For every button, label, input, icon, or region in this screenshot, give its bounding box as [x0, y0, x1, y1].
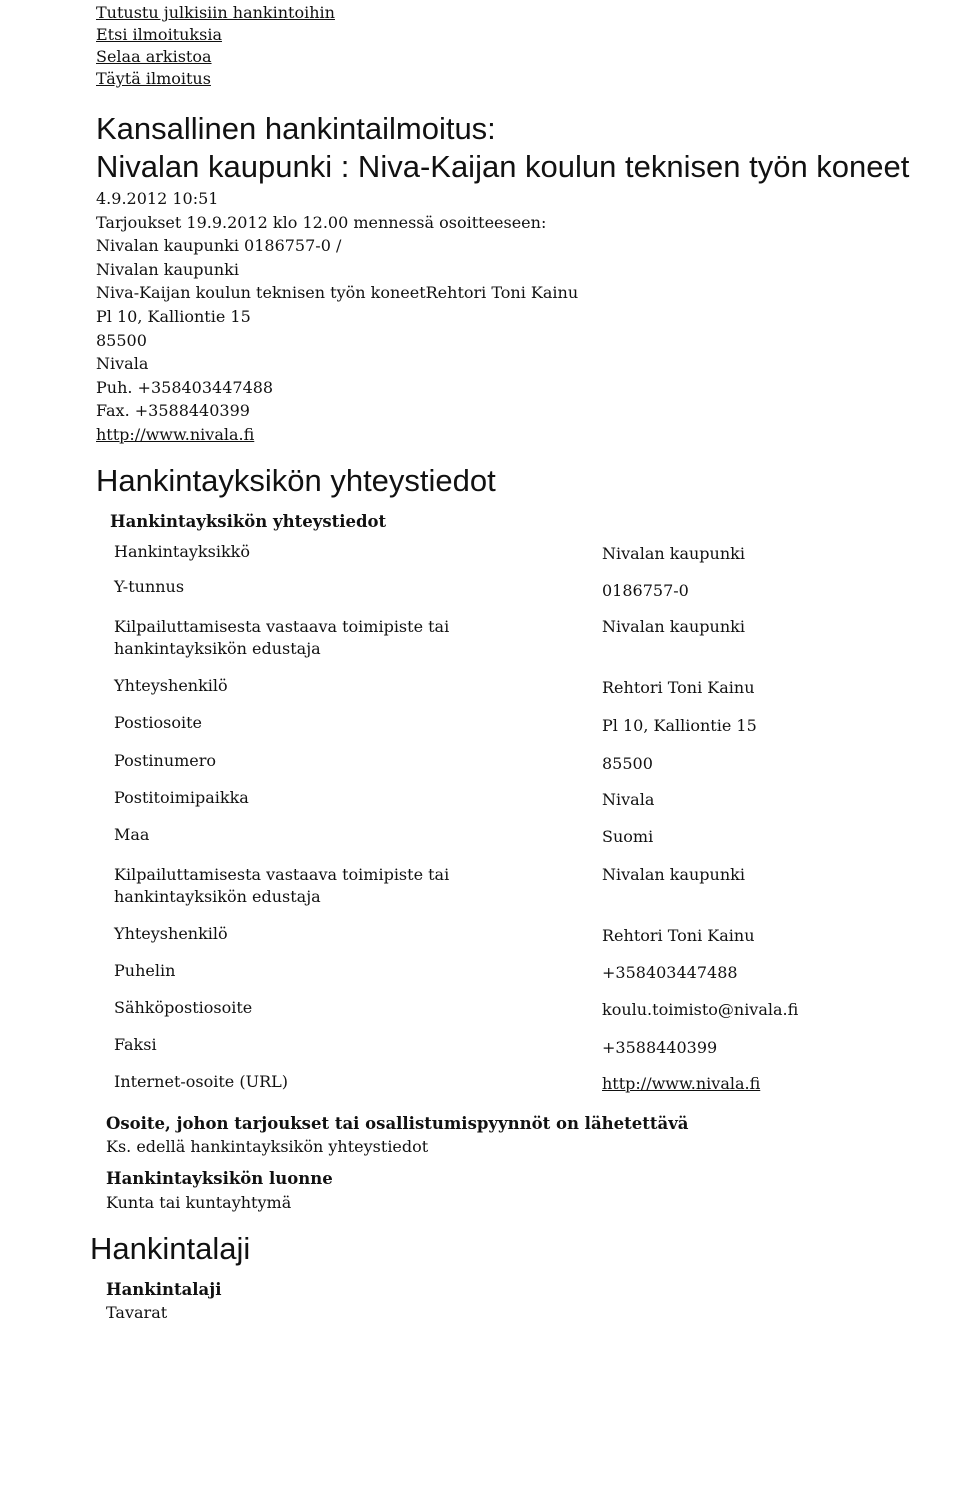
- url-link[interactable]: http://www.nivala.fi: [602, 1074, 761, 1093]
- nav-link-archive[interactable]: Selaa arkistoa: [96, 47, 212, 66]
- row-value: Pl 10, Kalliontie 15: [602, 716, 757, 735]
- row-label: Postinumero: [114, 751, 217, 770]
- row-label: Kilpailuttamisesta vastaava toimipiste tai hankintayksikön edustaja: [114, 865, 450, 906]
- nav-link-fill-notice[interactable]: Täytä ilmoitus: [96, 69, 211, 88]
- row-value: Rehtori Toni Kainu: [602, 678, 755, 697]
- nature-text: Kunta tai kuntayhtymä: [106, 1193, 292, 1212]
- row-value: +3588440399: [602, 1038, 718, 1057]
- offer-address-heading: Osoite, johon tarjoukset tai osallistumispyynnöt on lähetettävä: [106, 1114, 689, 1133]
- address-line: Nivalan kaupunki 0186757-0 /: [96, 236, 342, 256]
- deadline-text: Tarjoukset 19.9.2012 klo 12.00 mennessä osoitteeseen:: [96, 212, 547, 232]
- procurement-type-value: Tavarat: [106, 1303, 168, 1322]
- email-value: koulu.toimisto@nivala.fi: [602, 1000, 799, 1019]
- row-value: Nivala: [602, 790, 655, 809]
- row-value: 85500: [602, 754, 653, 773]
- top-navigation: [96, 2, 335, 90]
- row-label: Yhteyshenkilö: [114, 924, 228, 943]
- procurement-type-subheading: Hankintalaji: [106, 1280, 222, 1299]
- address-line: Nivalan kaupunki: [96, 259, 239, 279]
- row-value: Nivalan kaupunki: [602, 617, 745, 636]
- row-label: Puhelin: [114, 961, 176, 980]
- notice-summary: [96, 187, 578, 447]
- row-value: Rehtori Toni Kainu: [602, 926, 755, 945]
- address-line: Fax. +3588440399: [96, 401, 250, 421]
- contact-section-heading: Hankintayksikön yhteystiedot: [96, 463, 496, 498]
- row-label: Faksi: [114, 1035, 157, 1054]
- procurement-type-heading: Hankintalaji: [90, 1231, 251, 1266]
- address-line: Nivala: [96, 354, 149, 374]
- row-label: Kilpailuttamisesta vastaava toimipiste tai hankintayksikön edustaja: [114, 617, 450, 658]
- row-value: 0186757-0: [602, 581, 689, 600]
- row-value: Nivalan kaupunki: [602, 544, 745, 563]
- nav-link-search-notices[interactable]: Etsi ilmoituksia: [96, 25, 222, 44]
- address-line: Pl 10, Kalliontie 15: [96, 306, 251, 326]
- nav-link-browse-procurements[interactable]: Tutustu julkisiin hankintoihin: [96, 3, 335, 22]
- row-label: Postitoimipaikka: [114, 788, 249, 807]
- row-label: Sähköpostiosoite: [114, 998, 253, 1017]
- row-label: Yhteyshenkilö: [114, 676, 228, 695]
- nature-heading: Hankintayksikön luonne: [106, 1169, 333, 1188]
- row-label: Y-tunnus: [114, 577, 185, 596]
- contact-section-subheading: Hankintayksikön yhteystiedot: [110, 512, 387, 531]
- address-line: 85500: [96, 330, 147, 350]
- address-line: Puh. +358403447488: [96, 377, 274, 397]
- row-label: Postiosoite: [114, 713, 202, 732]
- row-label: Maa: [114, 825, 150, 844]
- row-label: Hankintayksikkö: [114, 542, 250, 561]
- website-link[interactable]: http://www.nivala.fi: [96, 424, 255, 444]
- row-value: +358403447488: [602, 963, 738, 982]
- row-value: Suomi: [602, 827, 654, 846]
- offer-address-text: Ks. edellä hankintayksikön yhteystiedot: [106, 1137, 429, 1156]
- page-title-line1: Kansallinen hankintailmoitus:: [96, 111, 496, 146]
- address-line: Niva-Kaijan koulun teknisen työn koneetRehtori Toni Kainu: [96, 283, 579, 303]
- published-date: 4.9.2012 10:51: [96, 189, 219, 208]
- row-label: Internet-osoite (URL): [114, 1072, 288, 1091]
- row-value: Nivalan kaupunki: [602, 865, 745, 884]
- page-title-line2: Nivalan kaupunki : Niva-Kaijan koulun teknisen työn koneet: [96, 149, 910, 184]
